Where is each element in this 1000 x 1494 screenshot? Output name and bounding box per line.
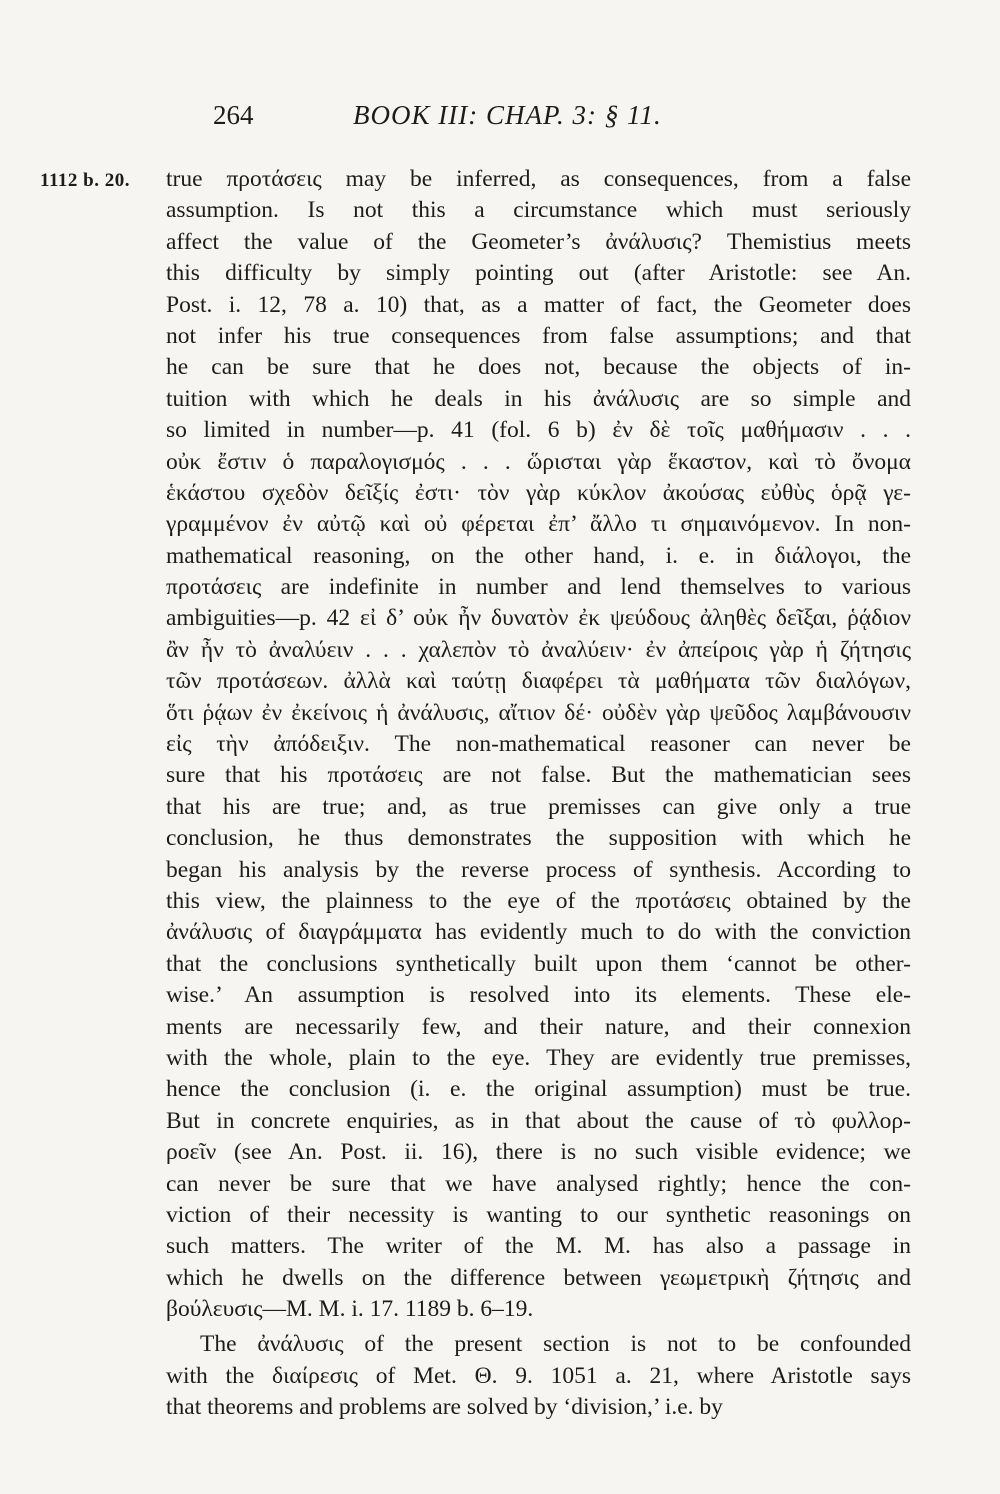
text-line: ἂν ἦν τὸ ἀναλύειν . . . χαλεπὸν τὸ ἀναλύειν· ἐν ἀπείροις γὰρ ἡ ζήτησις bbox=[166, 636, 911, 663]
text-line: true προτάσεις may be inferred, as consequences, from a false bbox=[166, 166, 911, 192]
text-line: which he dwells on the difference between γεωμετρικὴ ζήτησις and bbox=[166, 1264, 911, 1291]
text-line: hence the conclusion (i. e. the original assumption) must be true. bbox=[166, 1076, 911, 1103]
page-header bbox=[213, 100, 723, 140]
text-line: βούλευσις—M. M. i. 17. 1189 b. 6–19. bbox=[166, 1296, 534, 1323]
page-number: 264 bbox=[213, 100, 254, 130]
text-line: that the conclusions synthetically built upon them ‘cannot be other- bbox=[166, 950, 911, 977]
text-line: not infer his true consequences from false assumptions; and that bbox=[166, 322, 911, 349]
text-line: εἰς τὴν ἀπόδειξιν. The non-mathematical reasoner can never be bbox=[166, 731, 911, 758]
text-line: ἑκάστου σχεδὸν δεῖξίς ἐστι· τὸν γὰρ κύκλον ἀκούσας εὐθὺς ὁρᾷ γε- bbox=[166, 479, 911, 506]
text-line: such matters. The writer of the M. M. has also a passage in bbox=[166, 1233, 911, 1260]
text-line: Post. i. 12, 78 a. 10) that, as a matter of fact, the Geometer does bbox=[166, 291, 911, 318]
text-line: ὅτι ῥᾴων ἐν ἐκείνοις ἡ ἀνάλυσις, αἴτιον δέ· οὐδὲν γὰρ ψεῦδος λαμβάνουσιν bbox=[166, 699, 911, 726]
text-line: with the whole, plain to the eye. They are evidently true premisses, bbox=[166, 1044, 911, 1071]
text-line: began his analysis by the reverse process of synthesis. According to bbox=[166, 856, 911, 883]
text-line: τῶν προτάσεων. ἀλλὰ καὶ ταύτῃ διαφέρει τὰ μαθήματα τῶν διαλόγων, bbox=[166, 668, 911, 695]
text-line: affect the value of the Geometer’s ἀνάλυσις? Themistius meets bbox=[166, 228, 911, 255]
text-line: προτάσεις are indefinite in number and lend themselves to various bbox=[166, 574, 911, 601]
text-line: viction of their necessity is wanting to our synthetic reasonings on bbox=[166, 1201, 911, 1228]
paragraph bbox=[166, 164, 911, 1325]
text-line: The ἀνάλυσις of the present section is not to be confounded bbox=[200, 1331, 911, 1358]
text-line: οὐκ ἔστιν ὁ παραλογισμός . . . ὥρισται γὰρ ἕκαστον, καὶ τὸ ὄνομα bbox=[166, 448, 911, 475]
text-line: this difficulty by simply pointing out (after Aristotle: see An. bbox=[166, 260, 911, 287]
text-line: this view, the plainness to the eye of the προτάσεις obtained by the bbox=[166, 887, 911, 914]
running-head: BOOK III: CHAP. 3: § 11. bbox=[353, 100, 662, 130]
text-line: that theorems and problems are solved by ‘division,’ i.e. by bbox=[166, 1394, 723, 1421]
text-line: wise.’ An assumption is resolved into its elements. These ele- bbox=[166, 982, 911, 1009]
text-line: But in concrete enquiries, as in that about the cause of τὸ φυλλορ- bbox=[166, 1107, 911, 1134]
text-line: mathematical reasoning, on the other hand, i. e. in διάλογοι, the bbox=[166, 542, 911, 569]
text-line: he can be sure that he does not, because the objects of in- bbox=[166, 354, 911, 381]
text-line: with the διαίρεσις of Met. Θ. 9. 1051 a. 21, where Aristotle says bbox=[166, 1362, 911, 1389]
text-line: that his are true; and, as true premisses can give only a true bbox=[166, 793, 911, 820]
text-line: assumption. Is not this a circumstance which must seriously bbox=[166, 197, 911, 224]
text-line: ροεῖν (see An. Post. ii. 16), there is no such visible evidence; we bbox=[166, 1139, 911, 1166]
text-line: ἀνάλυσις of διαγράμματα has evidently much to do with the conviction bbox=[166, 919, 911, 946]
paragraph bbox=[166, 1329, 911, 1423]
text-line: ambiguities—p. 42 εἰ δ’ οὐκ ἦν δυνατὸν ἐκ ψεύδους ἀληθὲς δεῖξαι, ῥᾴδιον bbox=[166, 605, 911, 632]
text-line: so limited in number—p. 41 (fol. 6 b) ἐν δὲ τοῖς μαθήμασιν . . . bbox=[166, 417, 911, 444]
margin-reference: 1112 b. 20. bbox=[40, 170, 130, 191]
text-line: tuition with which he deals in his ἀνάλυσις are so simple and bbox=[166, 385, 911, 412]
text-line: conclusion, he thus demonstrates the supposition with which he bbox=[166, 825, 911, 852]
text-line: can never be sure that we have analysed rightly; hence the con- bbox=[166, 1170, 911, 1197]
text-line: γραμμένον ἐν αὐτῷ καὶ οὐ φέρεται ἐπ’ ἄλλο τι σημαινόμενον. In non- bbox=[166, 511, 911, 538]
text-line: ments are necessarily few, and their nature, and their connexion bbox=[166, 1013, 911, 1040]
body-text bbox=[166, 164, 911, 1424]
text-line: sure that his προτάσεις are not false. But the mathematician sees bbox=[166, 762, 911, 789]
